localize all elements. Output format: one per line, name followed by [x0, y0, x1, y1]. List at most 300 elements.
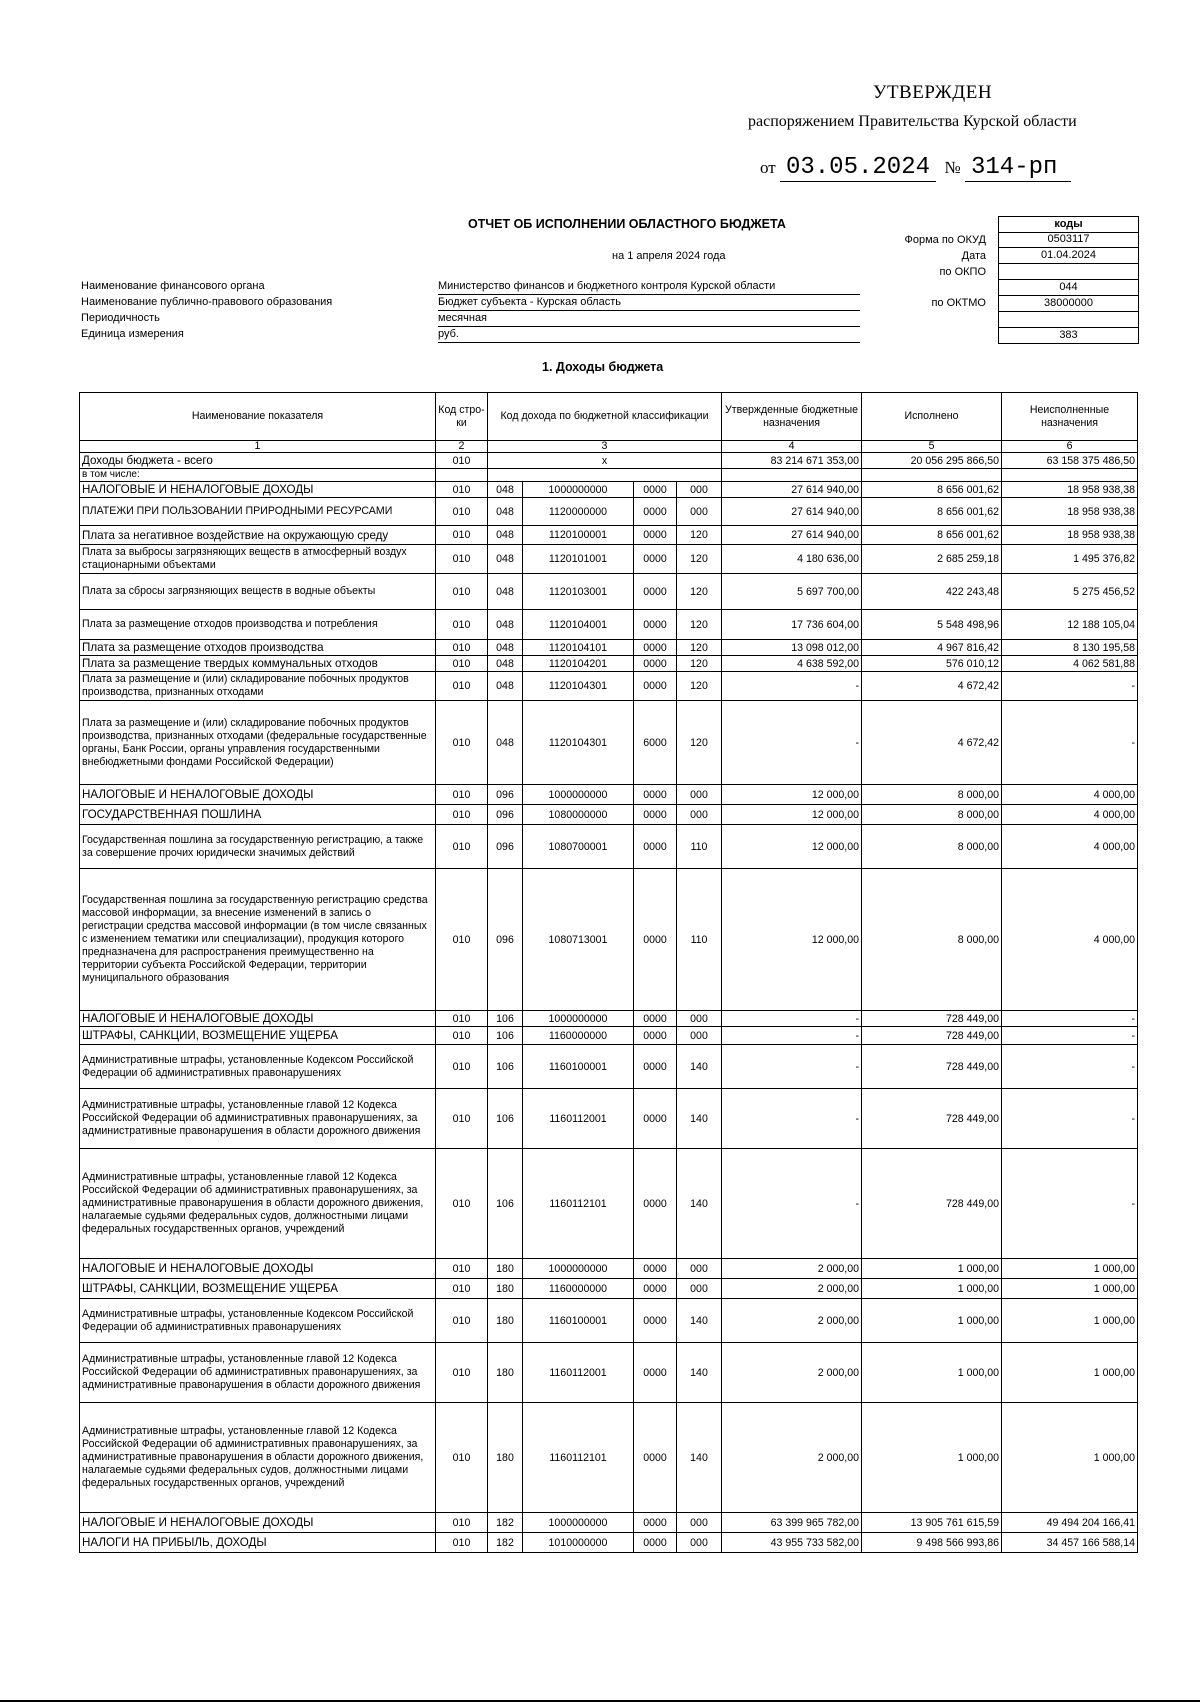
row-executed: 9 498 566 993,86 [862, 1533, 1002, 1553]
row-income-code: 1160112101 [523, 1403, 634, 1513]
row-unexecuted: - [1002, 1045, 1138, 1089]
including-label: в том числе: [80, 469, 436, 482]
row-admin-code: 096 [488, 869, 523, 1011]
table-row [80, 805, 1138, 825]
row-name: ПЛАТЕЖИ ПРИ ПОЛЬЗОВАНИИ ПРИРОДНЫМИ РЕСУРСАМИ [80, 498, 436, 526]
table-row [80, 1149, 1138, 1259]
order-line [760, 155, 1071, 182]
row-unexecuted: 4 000,00 [1002, 785, 1138, 805]
row-line-code: 010 [436, 701, 488, 785]
row-kind-code: 110 [677, 825, 722, 869]
row-line-code: 010 [436, 869, 488, 1011]
row-admin-code: 180 [488, 1403, 523, 1513]
row-kind-code: 000 [677, 785, 722, 805]
row-name: Плата за сбросы загрязняющих веществ в водные объекты [80, 574, 436, 610]
row-name: Административные штрафы, установленные главой 12 Кодекса Российской Федерации об административных правонарушениях, за административные правонарушения в области дорожного движения [80, 1089, 436, 1149]
row-approved: 12 000,00 [722, 869, 862, 1011]
row-admin-code: 182 [488, 1533, 523, 1553]
row-approved: 2 000,00 [722, 1299, 862, 1343]
row-name: Административные штрафы, установленные Кодексом Российской Федерации об административных правонарушениях [80, 1299, 436, 1343]
col-number: 6 [1002, 441, 1138, 453]
row-program-code: 0000 [634, 1533, 677, 1553]
row-admin-code: 048 [488, 640, 523, 656]
row-line-code: 010 [436, 574, 488, 610]
row-admin-code: 180 [488, 1299, 523, 1343]
col-number: 3 [488, 441, 722, 453]
row-approved: 12 000,00 [722, 805, 862, 825]
row-unexecuted: 5 275 456,52 [1002, 574, 1138, 610]
oktmo-value: 38000000 [998, 296, 1139, 312]
row-kind-code: 120 [677, 701, 722, 785]
row-program-code: 0000 [634, 805, 677, 825]
table-row [80, 640, 1138, 656]
row-executed: 422 243,48 [862, 574, 1002, 610]
row-approved: 12 000,00 [722, 785, 862, 805]
row-unexecuted: 1 000,00 [1002, 1259, 1138, 1279]
row-program-code: 0000 [634, 640, 677, 656]
okud-label: Форма по ОКУД [904, 234, 986, 246]
row-income-code: 1080700001 [523, 825, 634, 869]
periodicity-value: месячная [438, 312, 860, 327]
row-executed: 728 449,00 [862, 1045, 1002, 1089]
row-line-code: 010 [436, 498, 488, 526]
row-unexecuted: 1 000,00 [1002, 1279, 1138, 1299]
table-row [80, 1011, 1138, 1027]
row-executed: 8 000,00 [862, 785, 1002, 805]
row-income-code: 1000000000 [523, 1259, 634, 1279]
row-approved: 2 000,00 [722, 1259, 862, 1279]
report-date: на 1 апреля 2024 года [612, 250, 726, 262]
row-unexecuted: 4 000,00 [1002, 825, 1138, 869]
row-income-code: 1080000000 [523, 805, 634, 825]
total-executed: 20 056 295 866,50 [862, 453, 1002, 469]
table-row [80, 1259, 1138, 1279]
row-income-code: 1120104301 [523, 701, 634, 785]
row-program-code: 0000 [634, 545, 677, 574]
row-income-code: 1120104301 [523, 672, 634, 701]
row-name: Плата за негативное воздействие на окружающую среду [80, 526, 436, 545]
table-row [80, 574, 1138, 610]
row-program-code: 6000 [634, 701, 677, 785]
row-kind-code: 140 [677, 1149, 722, 1259]
row-unexecuted: - [1002, 1149, 1138, 1259]
income-table [79, 392, 1138, 1553]
order-number: 314-рп [965, 155, 1071, 182]
row-line-code: 010 [436, 1259, 488, 1279]
date-prefix: от [760, 158, 776, 177]
table-row [80, 610, 1138, 640]
row-line-code: 010 [436, 640, 488, 656]
row-admin-code: 048 [488, 672, 523, 701]
row-line-code: 010 [436, 526, 488, 545]
row-approved: - [722, 1011, 862, 1027]
total-code: x [488, 453, 722, 469]
row-executed: 13 905 761 615,59 [862, 1513, 1002, 1533]
row-kind-code: 120 [677, 610, 722, 640]
table-row [80, 482, 1138, 498]
row-income-code: 1160112001 [523, 1089, 634, 1149]
periodicity-label: Периодичность [81, 312, 160, 324]
row-unexecuted: 4 000,00 [1002, 869, 1138, 1011]
header-line-code: Код стро-ки [436, 393, 488, 441]
row-income-code: 1120101001 [523, 545, 634, 574]
entity-value: Бюджет субъекта - Курская область [438, 296, 860, 311]
row-income-code: 1120103001 [523, 574, 634, 610]
row-name: Административные штрафы, установленные главой 12 Кодекса Российской Федерации об административных правонарушениях, за административные правонарушения в области дорожного движения, налагаемые судьями федеральных судов, должностными лицами федеральных государственных органов, учреждений [80, 1149, 436, 1259]
header-approved: Утвержденные бюджетные назначения [722, 393, 862, 441]
row-line-code: 010 [436, 656, 488, 672]
row-income-code: 1120104101 [523, 640, 634, 656]
report-title: ОТЧЕТ ОБ ИСПОЛНЕНИИ ОБЛАСТНОГО БЮДЖЕТА [468, 217, 786, 231]
row-kind-code: 000 [677, 498, 722, 526]
row-kind-code: 140 [677, 1343, 722, 1403]
section-title: 1. Доходы бюджета [542, 360, 664, 374]
table-row [80, 1045, 1138, 1089]
row-kind-code: 110 [677, 869, 722, 1011]
including-row [80, 469, 1138, 482]
row-name: ГОСУДАРСТВЕННАЯ ПОШЛИНА [80, 805, 436, 825]
row-income-code: 1160100001 [523, 1299, 634, 1343]
row-program-code: 0000 [634, 869, 677, 1011]
total-unexecuted: 63 158 375 486,50 [1002, 453, 1138, 469]
row-name: НАЛОГОВЫЕ И НЕНАЛОГОВЫЕ ДОХОДЫ [80, 1259, 436, 1279]
row-program-code: 0000 [634, 785, 677, 805]
row-executed: 728 449,00 [862, 1027, 1002, 1045]
row-approved: - [722, 1045, 862, 1089]
number-prefix: № [944, 158, 961, 177]
row-kind-code: 000 [677, 482, 722, 498]
row-income-code: 1000000000 [523, 1011, 634, 1027]
row-admin-code: 182 [488, 1513, 523, 1533]
row-program-code: 0000 [634, 610, 677, 640]
row-program-code: 0000 [634, 1403, 677, 1513]
row-kind-code: 140 [677, 1045, 722, 1089]
row-kind-code: 140 [677, 1299, 722, 1343]
row-approved: - [722, 1089, 862, 1149]
row-executed: 4 672,42 [862, 701, 1002, 785]
row-approved: 17 736 604,00 [722, 610, 862, 640]
row-program-code: 0000 [634, 1299, 677, 1343]
row-admin-code: 096 [488, 825, 523, 869]
row-name: Плата за размещение отходов производства [80, 640, 436, 656]
row-income-code: 1000000000 [523, 1513, 634, 1533]
row-executed: 728 449,00 [862, 1149, 1002, 1259]
row-line-code: 010 [436, 545, 488, 574]
okud-value: 0503117 [998, 232, 1139, 248]
row-unexecuted: - [1002, 701, 1138, 785]
row-unexecuted: 1 000,00 [1002, 1343, 1138, 1403]
row-approved: 27 614 940,00 [722, 526, 862, 545]
col-number: 1 [80, 441, 436, 453]
row-name: НАЛОГОВЫЕ И НЕНАЛОГОВЫЕ ДОХОДЫ [80, 785, 436, 805]
row-admin-code: 106 [488, 1027, 523, 1045]
total-approved: 83 214 671 353,00 [722, 453, 862, 469]
row-approved: - [722, 672, 862, 701]
row-name: Плата за размещение твердых коммунальных отходов [80, 656, 436, 672]
row-approved: 2 000,00 [722, 1403, 862, 1513]
col-number: 2 [436, 441, 488, 453]
row-admin-code: 048 [488, 498, 523, 526]
row-name: НАЛОГИ НА ПРИБЫЛЬ, ДОХОДЫ [80, 1533, 436, 1553]
row-executed: 8 656 001,62 [862, 526, 1002, 545]
okpo-label: по ОКПО [939, 266, 986, 278]
oktmo-label: по ОКТМО [931, 297, 986, 309]
okei-value: 383 [998, 328, 1139, 344]
row-income-code: 1120104001 [523, 610, 634, 640]
table-row [80, 1403, 1138, 1513]
table-row [80, 1027, 1138, 1045]
order-date: 03.05.2024 [780, 155, 936, 182]
row-name: НАЛОГОВЫЕ И НЕНАЛОГОВЫЕ ДОХОДЫ [80, 482, 436, 498]
row-income-code: 1120104201 [523, 656, 634, 672]
col-number: 4 [722, 441, 862, 453]
row-unexecuted: 4 062 581,88 [1002, 656, 1138, 672]
row-executed: 4 967 816,42 [862, 640, 1002, 656]
row-name: Государственная пошлина за государственную регистрацию, а также за совершение прочих юридически значимых действий [80, 825, 436, 869]
row-approved: - [722, 701, 862, 785]
row-admin-code: 180 [488, 1279, 523, 1299]
row-name: Административные штрафы, установленные Кодексом Российской Федерации об административных правонарушениях [80, 1045, 436, 1089]
row-program-code: 0000 [634, 1149, 677, 1259]
row-line-code: 010 [436, 1045, 488, 1089]
row-executed: 728 449,00 [862, 1011, 1002, 1027]
row-executed: 5 548 498,96 [862, 610, 1002, 640]
row-executed: 8 000,00 [862, 825, 1002, 869]
row-line-code: 010 [436, 1343, 488, 1403]
table-row [80, 1299, 1138, 1343]
row-kind-code: 000 [677, 1011, 722, 1027]
row-admin-code: 096 [488, 805, 523, 825]
entity-label: Наименование публично-правового образования [81, 296, 333, 308]
row-unexecuted: 12 188 105,04 [1002, 610, 1138, 640]
row-name: Плата за выбросы загрязняющих веществ в атмосферный воздух стационарными объектами [80, 545, 436, 574]
row-approved: - [722, 1027, 862, 1045]
row-kind-code: 120 [677, 656, 722, 672]
header-name: Наименование показателя [80, 393, 436, 441]
row-line-code: 010 [436, 825, 488, 869]
row-kind-code: 120 [677, 640, 722, 656]
table-row [80, 1089, 1138, 1149]
glava-value: 044 [998, 280, 1139, 296]
row-program-code: 0000 [634, 1279, 677, 1299]
table-row [80, 498, 1138, 526]
date-value: 01.04.2024 [998, 248, 1139, 264]
row-approved: 4 638 592,00 [722, 656, 862, 672]
row-admin-code: 048 [488, 610, 523, 640]
row-admin-code: 106 [488, 1011, 523, 1027]
row-line-code: 010 [436, 1149, 488, 1259]
row-name: ШТРАФЫ, САНКЦИИ, ВОЗМЕЩЕНИЕ УЩЕРБА [80, 1279, 436, 1299]
row-kind-code: 120 [677, 574, 722, 610]
unit-value: руб. [438, 328, 860, 343]
row-line-code: 010 [436, 1513, 488, 1533]
row-line-code: 010 [436, 1011, 488, 1027]
row-income-code: 1000000000 [523, 785, 634, 805]
row-program-code: 0000 [634, 498, 677, 526]
fin-organ-value: Министерство финансов и бюджетного контроля Курской области [438, 280, 860, 295]
row-executed: 8 656 001,62 [862, 482, 1002, 498]
codes-header: коды [998, 216, 1139, 233]
row-executed: 8 000,00 [862, 805, 1002, 825]
row-kind-code: 120 [677, 545, 722, 574]
table-row [80, 825, 1138, 869]
row-program-code: 0000 [634, 672, 677, 701]
row-admin-code: 106 [488, 1045, 523, 1089]
row-admin-code: 048 [488, 656, 523, 672]
table-row [80, 656, 1138, 672]
row-admin-code: 106 [488, 1149, 523, 1259]
row-line-code: 010 [436, 1279, 488, 1299]
row-admin-code: 048 [488, 482, 523, 498]
row-income-code: 1160000000 [523, 1279, 634, 1299]
row-name: НАЛОГОВЫЕ И НЕНАЛОГОВЫЕ ДОХОДЫ [80, 1513, 436, 1533]
table-row [80, 869, 1138, 1011]
row-unexecuted: 18 958 938,38 [1002, 526, 1138, 545]
okpo-value [998, 264, 1139, 280]
table-row [80, 701, 1138, 785]
unit-label: Единица измерения [81, 328, 184, 340]
row-unexecuted: - [1002, 1011, 1138, 1027]
row-unexecuted: 1 000,00 [1002, 1299, 1138, 1343]
row-executed: 576 010,12 [862, 656, 1002, 672]
row-executed: 1 000,00 [862, 1279, 1002, 1299]
row-approved: 12 000,00 [722, 825, 862, 869]
row-line-code: 010 [436, 610, 488, 640]
row-unexecuted: 1 495 376,82 [1002, 545, 1138, 574]
row-kind-code: 120 [677, 526, 722, 545]
table-row [80, 1513, 1138, 1533]
date-label: Дата [961, 250, 986, 262]
row-executed: 8 000,00 [862, 869, 1002, 1011]
row-program-code: 0000 [634, 656, 677, 672]
row-executed: 1 000,00 [862, 1343, 1002, 1403]
row-kind-code: 000 [677, 1259, 722, 1279]
row-income-code: 1120000000 [523, 498, 634, 526]
row-kind-code: 000 [677, 805, 722, 825]
row-approved: 2 000,00 [722, 1343, 862, 1403]
row-program-code: 0000 [634, 1513, 677, 1533]
table-row [80, 545, 1138, 574]
row-name: Плата за размещение и (или) складирование побочных продуктов производства, признанных отходами (федеральные государственные органы, Банк России, органы управления государственными внебюджетными фондами Российской Федерации) [80, 701, 436, 785]
row-name: ШТРАФЫ, САНКЦИИ, ВОЗМЕЩЕНИЕ УЩЕРБА [80, 1027, 436, 1045]
row-program-code: 0000 [634, 1011, 677, 1027]
row-program-code: 0000 [634, 526, 677, 545]
table-row [80, 1533, 1138, 1553]
row-line-code: 010 [436, 1533, 488, 1553]
row-income-code: 1160112001 [523, 1343, 634, 1403]
row-kind-code: 140 [677, 1403, 722, 1513]
row-executed: 4 672,42 [862, 672, 1002, 701]
row-kind-code: 000 [677, 1513, 722, 1533]
table-row [80, 785, 1138, 805]
row-line-code: 010 [436, 1299, 488, 1343]
row-line-code: 010 [436, 482, 488, 498]
row-executed: 1 000,00 [862, 1259, 1002, 1279]
row-income-code: 1010000000 [523, 1533, 634, 1553]
row-income-code: 1160100001 [523, 1045, 634, 1089]
row-unexecuted: 49 494 204 166,41 [1002, 1513, 1138, 1533]
row-income-code: 1080713001 [523, 869, 634, 1011]
row-program-code: 0000 [634, 482, 677, 498]
row-admin-code: 048 [488, 574, 523, 610]
row-unexecuted: - [1002, 672, 1138, 701]
row-approved: 63 399 965 782,00 [722, 1513, 862, 1533]
row-admin-code: 048 [488, 701, 523, 785]
col-number: 5 [862, 441, 1002, 453]
row-line-code: 010 [436, 672, 488, 701]
row-income-code: 1120100001 [523, 526, 634, 545]
row-executed: 8 656 001,62 [862, 498, 1002, 526]
row-income-code: 1160000000 [523, 1027, 634, 1045]
header-income-code: Код дохода по бюджетной классификации [488, 393, 722, 441]
approved-by-text: распоряжением Правительства Курской области [748, 113, 1077, 130]
blank-code-value [998, 312, 1139, 328]
row-line-code: 010 [436, 1027, 488, 1045]
row-kind-code: 000 [677, 1027, 722, 1045]
row-line-code: 010 [436, 1403, 488, 1513]
row-approved: 5 697 700,00 [722, 574, 862, 610]
row-approved: 27 614 940,00 [722, 482, 862, 498]
row-program-code: 0000 [634, 1045, 677, 1089]
row-program-code: 0000 [634, 825, 677, 869]
row-name: Государственная пошлина за государственную регистрацию средства массовой информации, за внесение изменений в запись о регистрации средства массовой информации (в том числе связанных с изменением тематики или специализации), продукция которого предназначена для распространения преимущественно на территории субъекта Российской Федерации, территории муниципального образования [80, 869, 436, 1011]
row-executed: 1 000,00 [862, 1403, 1002, 1513]
row-program-code: 0000 [634, 1343, 677, 1403]
row-kind-code: 000 [677, 1533, 722, 1553]
row-line-code: 010 [436, 805, 488, 825]
row-program-code: 0000 [634, 1027, 677, 1045]
table-row [80, 1343, 1138, 1403]
row-name: Плата за размещение отходов производства и потребления [80, 610, 436, 640]
row-approved: 2 000,00 [722, 1279, 862, 1299]
row-unexecuted: 18 958 938,38 [1002, 498, 1138, 526]
header-unexecuted: Неисполненные назначения [1002, 393, 1138, 441]
row-unexecuted: 4 000,00 [1002, 805, 1138, 825]
row-kind-code: 120 [677, 672, 722, 701]
row-unexecuted: 18 958 938,38 [1002, 482, 1138, 498]
row-approved: 13 098 012,00 [722, 640, 862, 656]
table-row [80, 672, 1138, 701]
row-unexecuted: 34 457 166 588,14 [1002, 1533, 1138, 1553]
row-name: Административные штрафы, установленные главой 12 Кодекса Российской Федерации об административных правонарушениях, за административные правонарушения в области дорожного движения, налагаемые судьями федеральных судов, должностными лицами федеральных государственных органов, учреждений [80, 1403, 436, 1513]
approved-title: УТВЕРЖДЕН [873, 82, 993, 103]
row-unexecuted: 1 000,00 [1002, 1403, 1138, 1513]
row-program-code: 0000 [634, 574, 677, 610]
row-executed: 1 000,00 [862, 1299, 1002, 1343]
table-row [80, 1279, 1138, 1299]
row-admin-code: 096 [488, 785, 523, 805]
row-admin-code: 106 [488, 1089, 523, 1149]
row-unexecuted: - [1002, 1027, 1138, 1045]
row-name: НАЛОГОВЫЕ И НЕНАЛОГОВЫЕ ДОХОДЫ [80, 1011, 436, 1027]
row-name: Плата за размещение и (или) складирование побочных продуктов производства, признанных отходами [80, 672, 436, 701]
row-line-code: 010 [436, 1089, 488, 1149]
row-name: Административные штрафы, установленные главой 12 Кодекса Российской Федерации об административных правонарушениях, за административные правонарушения в области дорожного движения [80, 1343, 436, 1403]
row-approved: 27 614 940,00 [722, 498, 862, 526]
page-bottom-rule [0, 1700, 1200, 1702]
row-executed: 728 449,00 [862, 1089, 1002, 1149]
row-income-code: 1160112101 [523, 1149, 634, 1259]
row-approved: 4 180 636,00 [722, 545, 862, 574]
row-kind-code: 000 [677, 1279, 722, 1299]
row-approved: - [722, 1149, 862, 1259]
fin-organ-label: Наименование финансового органа [81, 280, 265, 292]
total-line: 010 [436, 453, 488, 469]
table-row [80, 526, 1138, 545]
row-unexecuted: 8 130 195,58 [1002, 640, 1138, 656]
row-executed: 2 685 259,18 [862, 545, 1002, 574]
row-program-code: 0000 [634, 1089, 677, 1149]
